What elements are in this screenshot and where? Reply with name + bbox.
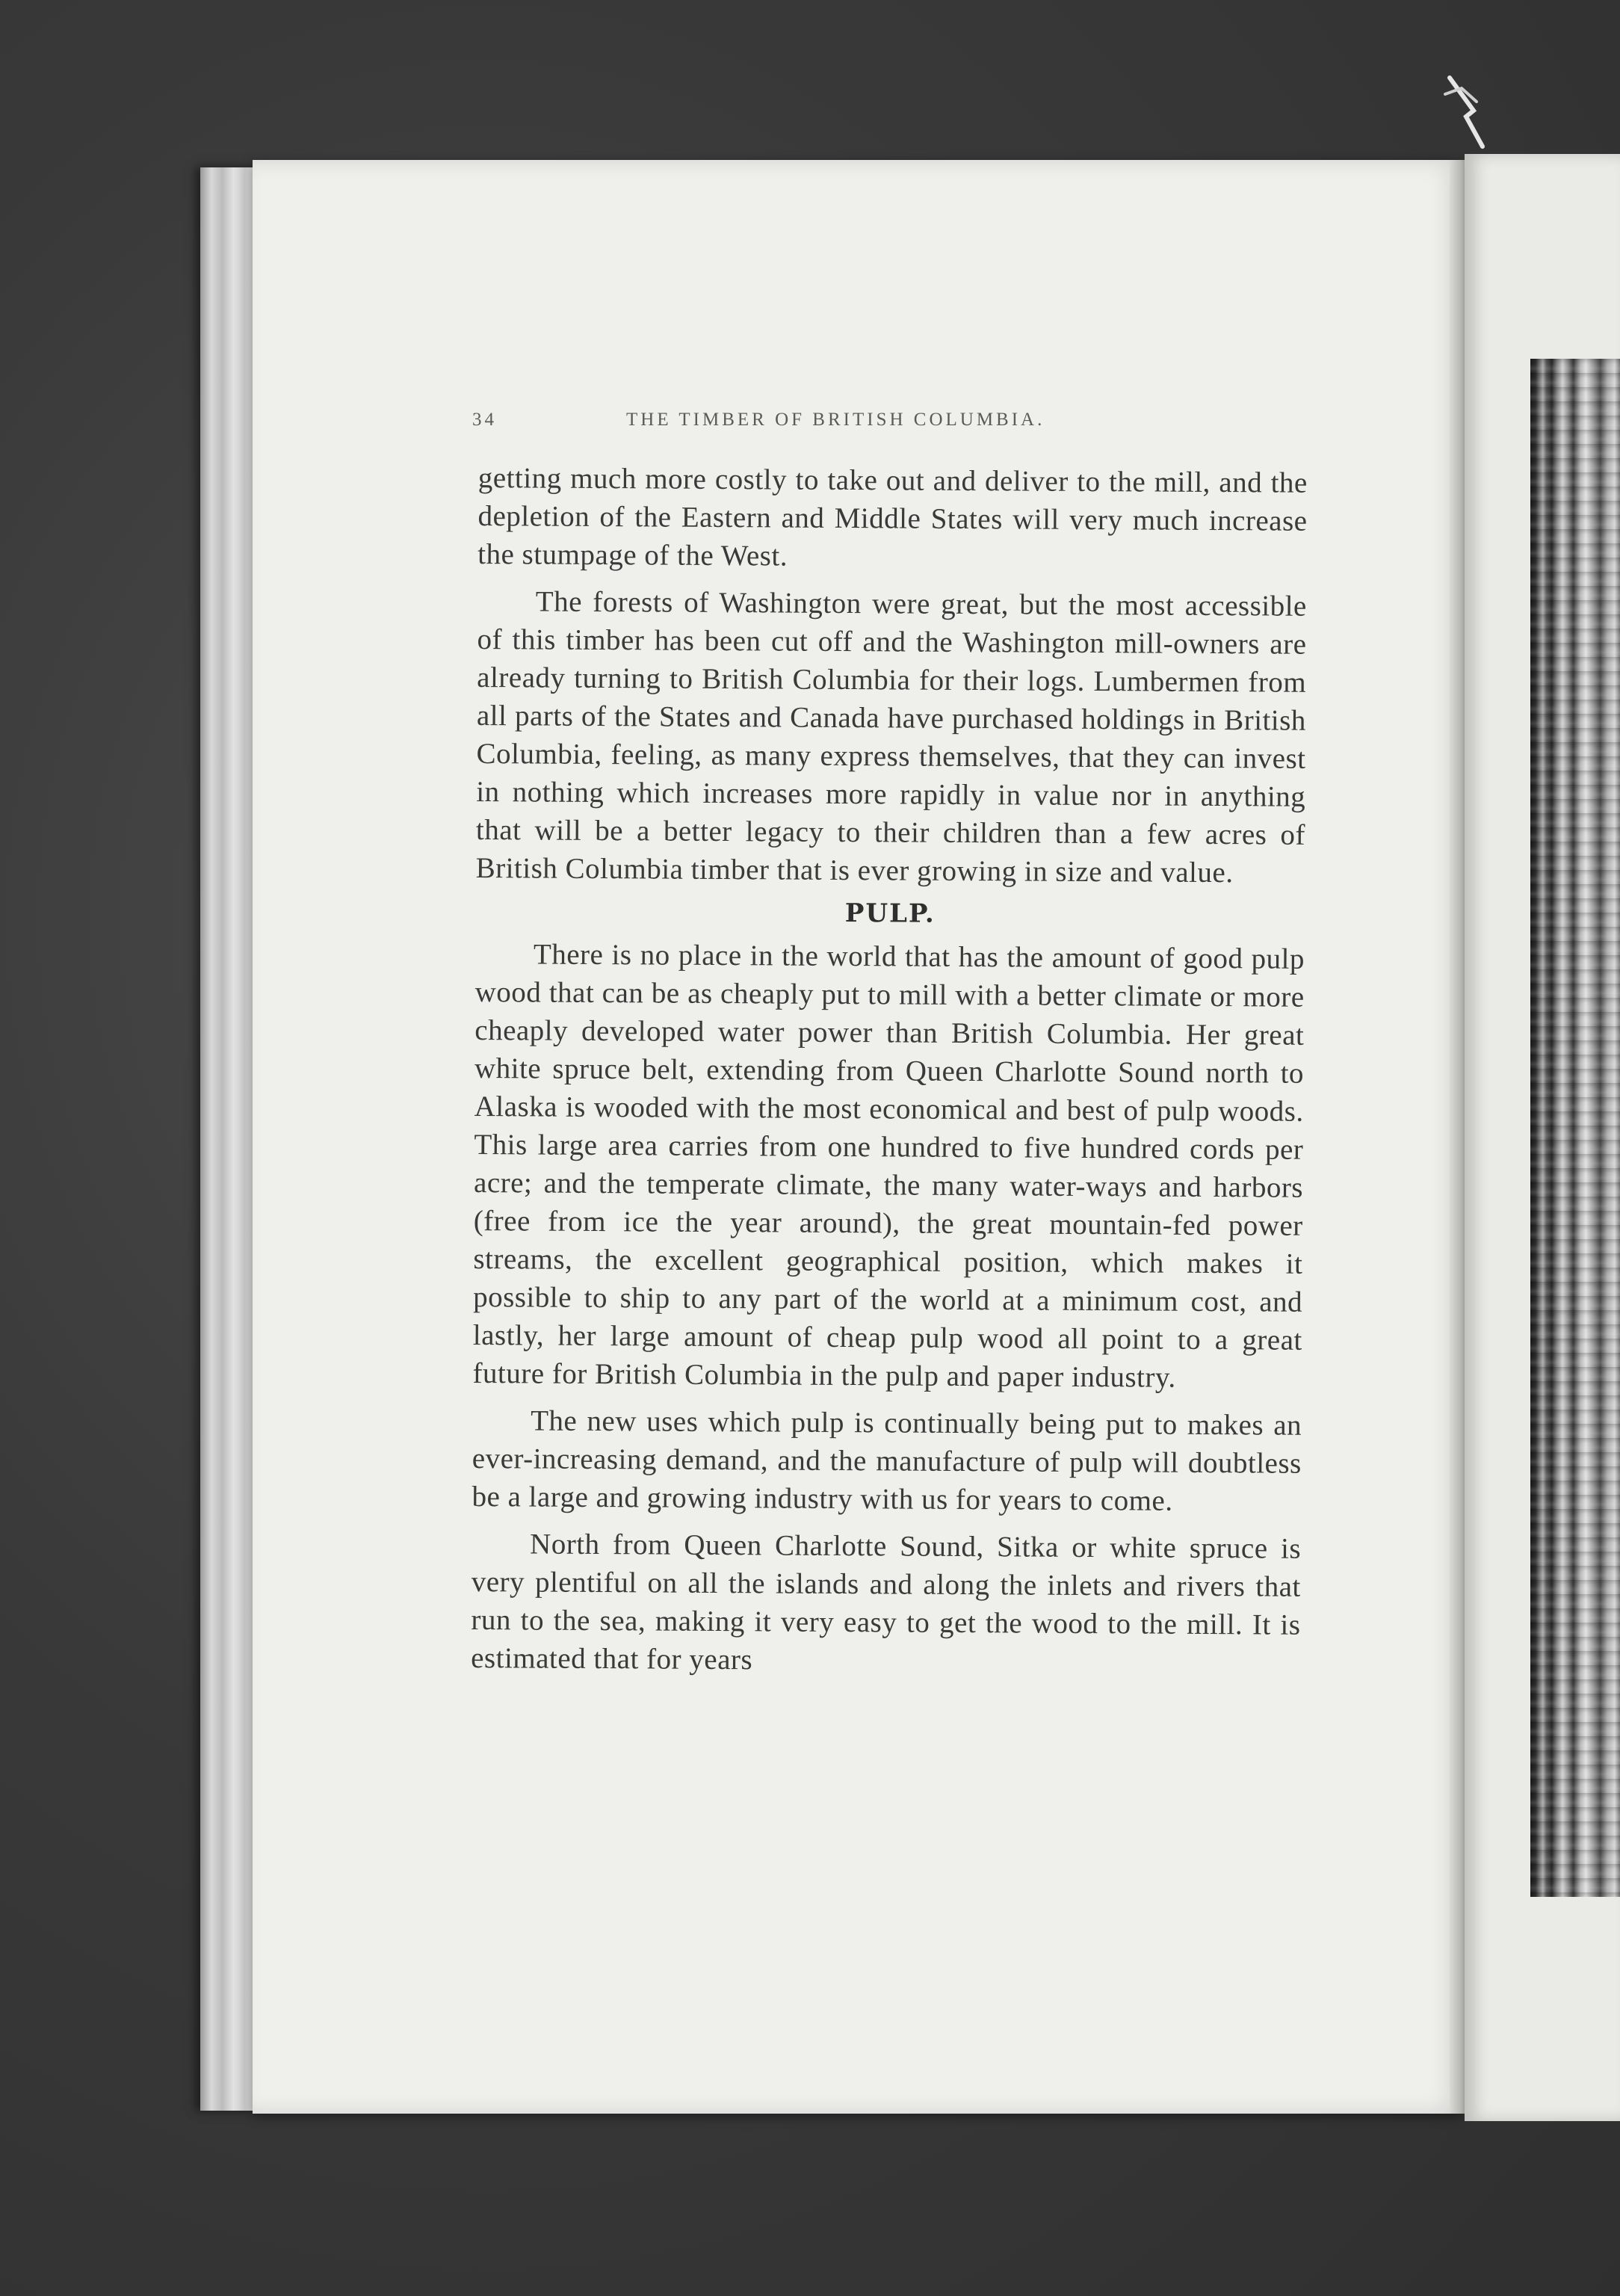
page-text <box>471 459 1308 1682</box>
paragraph-continuation: getting much more costly to take out and deliver to the mill, and the depletion of the Eastern and Middle States will very much increase the stumpage of the West. <box>477 461 1308 573</box>
paragraph-washington: The forests of Washington were great, but the most accessible of this timber has been cut off and the Washington mill-owners are already turning to British Columbia for their logs. Lumbermen from all parts of the States and Canada have purchased holdings in British Columbia, feeling, as many express themselves, that they can invest in nothing which increases more rapidly in value nor in anything that will be a better legacy to their children than a few acres of British Columbia timber that is ever growing in size and value. <box>475 585 1307 889</box>
paper-clip-icon <box>1439 72 1491 154</box>
section-heading-pulp: PULP. <box>844 898 936 929</box>
tree-photograph <box>1530 359 1620 1897</box>
paragraph-sitka-spruce: North from Queen Charlotte Sound, Sitka or white spruce is very plentiful on all the islands and along the inlets and rivers that run to the sea, making it very easy to get the wood to the mill. It is estimated that for years <box>471 1528 1302 1676</box>
paragraph-pulp-uses: The new uses which pulp is continually being put to makes an ever-increasing demand, and the manufacture of pulp will doubtless be a large and growing industry with us for years to come. <box>472 1404 1302 1517</box>
running-title: THE TIMBER OF BRITISH COLUMBIA. <box>626 410 1045 430</box>
book-page-edges <box>200 167 256 2111</box>
page-number: 34 <box>472 410 497 430</box>
running-head <box>472 410 1160 439</box>
paragraph-pulp-wood: There is no place in the world that has the amount of good pulp wood that can be as cheaply put to mill with a better climate or more cheaply developed water power than British Columbia. Her great white spruce belt, extending from Queen Charlotte Sound north to Alaska is wooded with the most economical and best of pulp woods. This large area carries from one hundred to five hundred cords per acre; and the temperate climate, the many water-ways and harbors (free from ice the year around), the great mountain-fed power streams, the excellent geographical position, which makes it possible to ship to any part of the world at a minimum cost, and lastly, her large amount of cheap pulp wood all point to a great future for British Columbia in the pulp and paper industry. <box>472 938 1305 1394</box>
